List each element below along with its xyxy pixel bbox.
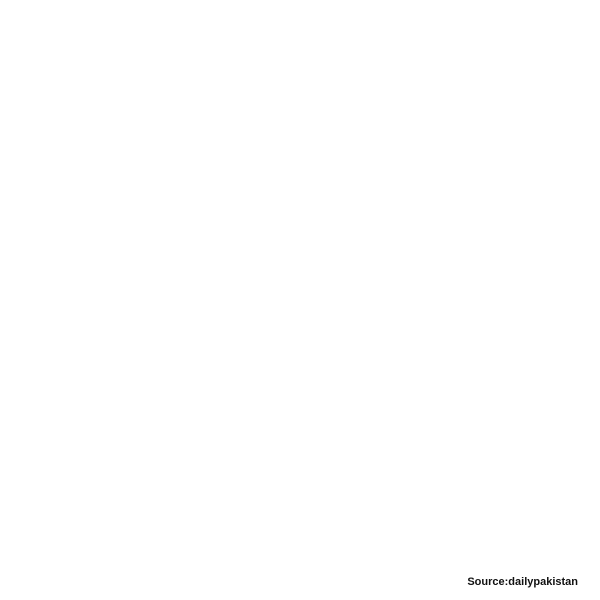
source-credit: Source:dailypakistan [467, 576, 578, 588]
article-headline [22, 14, 578, 38]
